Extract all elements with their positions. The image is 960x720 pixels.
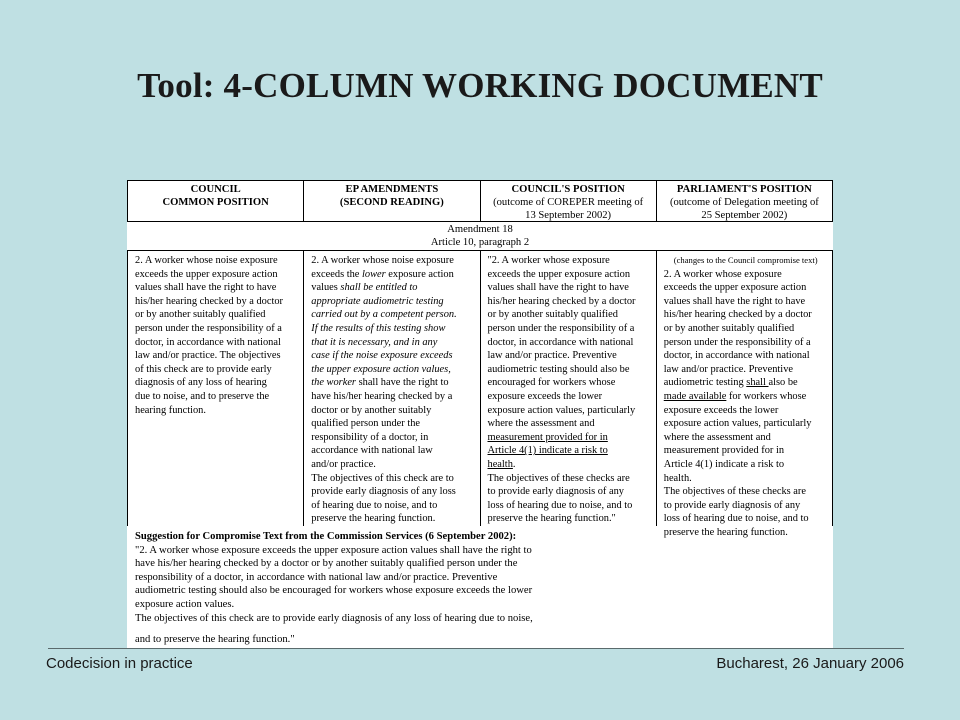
- text-line: [664, 376, 832, 390]
- suggestion-heading: Suggestion for Compromise Text from the Commission Services (6 September 2002):: [135, 531, 517, 542]
- text-line: The objectives of these checks are: [487, 472, 630, 484]
- text-line: doctor or by another suitably: [311, 404, 432, 416]
- text-run: also be: [768, 377, 798, 389]
- changes-note: (changes to the Council compromise text): [673, 255, 818, 265]
- article-reference: Article 10, paragraph 2: [430, 237, 530, 248]
- header-ep-amendments: [303, 181, 479, 221]
- text-run: shall have the right to: [355, 377, 449, 389]
- text-line: have his/her hearing checked by a: [311, 390, 453, 402]
- text-line: hearing function.: [135, 404, 206, 416]
- councils-position-text: [480, 250, 656, 526]
- header-councils-position: [480, 181, 656, 221]
- text-line: loss of hearing due to noise, and to: [487, 499, 633, 511]
- text-run: for workers whose: [726, 390, 807, 402]
- header-council-common-position: [127, 181, 303, 221]
- text-line: exposure exceeds the lower: [487, 390, 603, 402]
- text-line: exceeds the upper exposure action: [663, 282, 807, 294]
- text-run: values: [311, 282, 341, 294]
- text-line: responsibility of a doctor, in accordance with national law and/or practice. Preventive: [135, 571, 498, 583]
- text-line: his/her hearing checked by a doctor: [663, 309, 812, 321]
- text-line: where the assessment and: [487, 418, 595, 430]
- text-line: 2. A worker whose noise exposure: [311, 255, 454, 266]
- text-line: encouraged for workers whose: [487, 377, 616, 389]
- text-line: due to noise, and to preserve the: [135, 390, 270, 402]
- text-line: exceeds the upper exposure action: [135, 268, 278, 280]
- amended-line: the upper exposure action values,: [311, 363, 451, 375]
- text-line: law and/or practice. Preventive: [663, 363, 793, 375]
- text-line: values shall have the right to have: [135, 282, 277, 294]
- amended-word: lower: [362, 268, 386, 280]
- underlined-line: Article 4(1) indicate a risk to: [487, 445, 608, 457]
- text-run: audiometric testing: [663, 377, 747, 389]
- header-subtitle: (outcome of COREPER meeting of 13 September 2002): [493, 197, 644, 221]
- footer-left: Codecision in practice: [46, 655, 193, 672]
- text-line: The objectives of these checks are: [663, 486, 806, 498]
- text-line: preserve the hearing function.": [487, 513, 616, 525]
- text-line: [311, 281, 479, 295]
- text-line: measurement provided for in: [663, 445, 785, 457]
- underlined-line: measurement provided for in: [487, 431, 608, 443]
- text-line: or by another suitably qualified: [487, 309, 618, 321]
- amended-text: shall be entitled to: [340, 282, 418, 294]
- text-line: "2. A worker whose exposure exceeds the upper exposure action values shall have the right to: [135, 544, 532, 556]
- amended-line: carried out by a competent person.: [311, 309, 457, 321]
- text-line: doctor, in accordance with national: [135, 336, 281, 348]
- text-line: doctor, in accordance with national: [663, 350, 810, 362]
- text-line: "2. A worker whose exposure: [487, 255, 610, 266]
- working-document: [127, 180, 833, 648]
- text-line: exposure action values, particularly: [663, 418, 812, 430]
- text-line: to provide early diagnosis of any: [663, 499, 801, 511]
- text-line: and/or practice.: [311, 458, 376, 470]
- text-line: The objectives of this check are to provide early diagnosis of any loss of hearing due to noise,: [135, 612, 533, 624]
- column-header-row: [127, 180, 833, 222]
- text-line: loss of hearing due to noise, and to: [663, 513, 809, 525]
- text-line: person under the responsibility of a: [487, 322, 635, 334]
- text-line: [311, 268, 479, 282]
- text-line: and to preserve the hearing function.": [135, 634, 295, 646]
- footer-divider: [48, 648, 904, 649]
- amendment-number: Amendment 18: [447, 224, 513, 235]
- text-line: [311, 376, 479, 390]
- text-line: law and/or practice. Preventive: [487, 350, 617, 362]
- text-line: his/her hearing checked by a doctor: [135, 295, 284, 307]
- text-line: audiometric testing should also be encouraged for workers whose exposure exceeds the lower: [135, 585, 533, 597]
- amended-line: If the results of this testing show: [311, 322, 446, 334]
- underlined-word: health: [487, 458, 513, 470]
- text-line: exceeds the upper exposure action: [487, 268, 631, 280]
- text-line: person under the responsibility of a: [663, 336, 811, 348]
- text-line: have his/her hearing checked by a doctor or by another suitably qualified person under the: [135, 558, 518, 570]
- text-line: exposure action values.: [135, 598, 235, 610]
- amended-line: case if the noise exposure exceeds: [311, 350, 453, 362]
- text-line: values shall have the right to have: [487, 282, 629, 294]
- text-line: doctor, in accordance with national: [487, 336, 634, 348]
- text-line: provide early diagnosis of any loss: [311, 486, 456, 498]
- text-line: preserve the hearing function.: [311, 513, 436, 525]
- header-title: COUNCIL'S POSITION: [511, 184, 625, 195]
- text-line: exposure action values, particularly: [487, 404, 636, 416]
- text-line: of hearing due to noise, and to: [311, 499, 438, 511]
- amendment-label: [127, 222, 833, 250]
- text-line: 2. A worker whose noise exposure: [135, 255, 278, 266]
- text-line: responsibility of a doctor, in: [311, 431, 429, 443]
- text-line: qualified person under the: [311, 418, 421, 430]
- text-line: to provide early diagnosis of any: [487, 486, 624, 498]
- text-line: accordance with national law: [311, 445, 433, 457]
- amended-line: that it is necessary, and in any: [311, 336, 438, 348]
- text-line: audiometric testing should also be: [487, 363, 630, 375]
- parliaments-position-text: [656, 250, 833, 538]
- slide-title: Tool: 4-COLUMN WORKING DOCUMENT: [137, 66, 823, 105]
- underlined-word: made available: [663, 390, 727, 402]
- text-line: person under the responsibility of a: [135, 322, 282, 334]
- text-line: or by another suitably qualified: [663, 322, 795, 334]
- text-line: [488, 458, 656, 472]
- text-run: exceeds the: [311, 268, 363, 280]
- text-line: 2. A worker whose exposure: [663, 268, 782, 280]
- text-line: his/her hearing checked by a doctor: [487, 295, 636, 307]
- text-line: where the assessment and: [663, 431, 771, 443]
- council-common-position-text: [127, 250, 303, 526]
- amended-line: appropriate audiometric testing: [311, 295, 444, 307]
- text-line: values shall have the right to have: [663, 295, 806, 307]
- header-parliaments-position: [656, 181, 833, 221]
- header-subtitle: (outcome of Delegation meeting of 25 September 2002): [669, 197, 819, 221]
- text-run: exposure action: [385, 268, 454, 280]
- text-line: [664, 390, 832, 404]
- ep-amendments-text: [303, 250, 479, 526]
- text-line: diagnosis of any loss of hearing: [135, 377, 267, 389]
- text-line: exposure exceeds the lower: [663, 404, 779, 416]
- header-title: COUNCIL COMMON POSITION: [162, 184, 269, 208]
- underlined-word: shall: [746, 377, 769, 389]
- text-line: of this check are to provide early: [135, 363, 272, 375]
- text-line: health.: [663, 472, 692, 484]
- header-title: PARLIAMENT'S POSITION: [676, 184, 812, 195]
- text-line: preserve the hearing function.: [663, 526, 788, 538]
- text-run: .: [512, 458, 516, 470]
- text-line: or by another suitably qualified: [135, 309, 266, 321]
- text-line: Article 4(1) indicate a risk to: [663, 458, 785, 470]
- amended-text: the worker: [311, 377, 356, 389]
- compromise-suggestion: [127, 526, 833, 648]
- footer-right: Bucharest, 26 January 2006: [716, 655, 904, 672]
- header-title: EP AMENDMENTS (SECOND READING): [339, 184, 444, 208]
- text-line: The objectives of this check are to: [311, 472, 454, 484]
- text-line: law and/or practice. The objectives: [135, 350, 281, 362]
